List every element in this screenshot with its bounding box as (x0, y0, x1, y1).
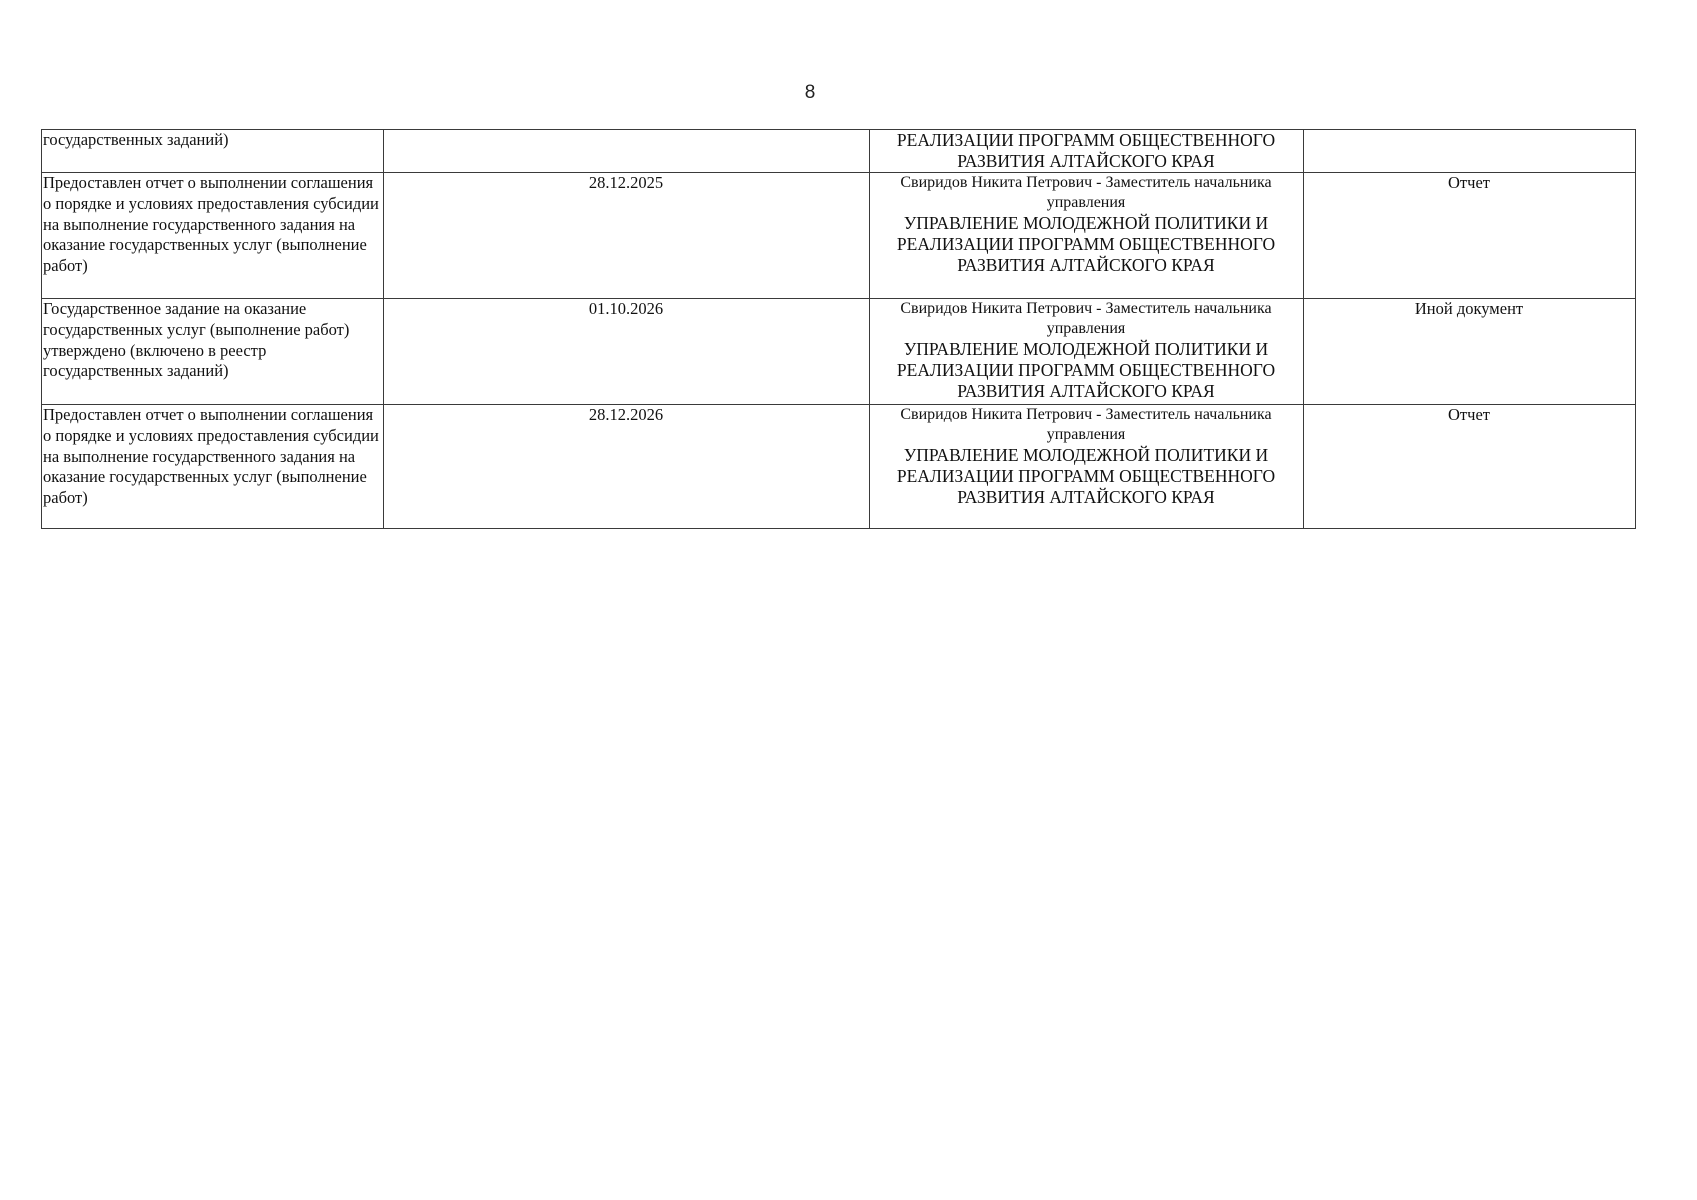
event-cell: Государственное задание на оказание государственных услуг (выполнение работ) утверждено (включено в реестр государственных заданий) (42, 299, 384, 405)
responsible-organization: УПРАВЛЕНИЕ МОЛОДЕЖНОЙ ПОЛИТИКИ И РЕАЛИЗАЦИИ ПРОГРАММ ОБЩЕСТВЕННОГО РАЗВИТИЯ АЛТАЙСКОГО КРАЯ (896, 445, 1276, 507)
responsible-cell (870, 299, 1304, 405)
responsible-organization: РЕАЛИЗАЦИИ ПРОГРАММ ОБЩЕСТВЕННОГО РАЗВИТИЯ АЛТАЙСКОГО КРАЯ (896, 130, 1276, 171)
responsible-person: Свиридов Никита Петрович - Заместитель начальника управления (900, 300, 1272, 337)
event-cell: Предоставлен отчет о выполнении соглашения о порядке и условиях предоставления субсидии на выполнение государственного задания на оказание государственных услуг (выполнение работ) (42, 405, 384, 529)
responsible-cell (870, 130, 1304, 173)
responsible-person: Свиридов Никита Петрович - Заместитель начальника управления (900, 406, 1272, 443)
control-points-table (41, 129, 1636, 529)
document-type-cell: Иной документ (1304, 299, 1636, 405)
date-cell: 01.10.2026 (384, 299, 870, 405)
responsible-cell (870, 173, 1304, 299)
date-cell: 28.12.2025 (384, 173, 870, 299)
table-row (42, 130, 1636, 173)
table-row (42, 405, 1636, 529)
event-cell: Предоставлен отчет о выполнении соглашения о порядке и условиях предоставления субсидии на выполнение государственного задания на оказание государственных услуг (выполнение работ) (42, 173, 384, 299)
responsible-organization: УПРАВЛЕНИЕ МОЛОДЕЖНОЙ ПОЛИТИКИ И РЕАЛИЗАЦИИ ПРОГРАММ ОБЩЕСТВЕННОГО РАЗВИТИЯ АЛТАЙСКОГО КРАЯ (896, 339, 1276, 401)
responsible-organization: УПРАВЛЕНИЕ МОЛОДЕЖНОЙ ПОЛИТИКИ И РЕАЛИЗАЦИИ ПРОГРАММ ОБЩЕСТВЕННОГО РАЗВИТИЯ АЛТАЙСКОГО КРАЯ (896, 213, 1276, 275)
date-cell (384, 130, 870, 173)
table-row (42, 299, 1636, 405)
date-cell: 28.12.2026 (384, 405, 870, 529)
responsible-cell (870, 405, 1304, 529)
table-row (42, 173, 1636, 299)
document-type-cell: Отчет (1304, 173, 1636, 299)
event-cell: государственных заданий) (42, 130, 384, 173)
document-type-cell: Отчет (1304, 405, 1636, 529)
document-type-cell (1304, 130, 1636, 173)
responsible-person: Свиридов Никита Петрович - Заместитель начальника управления (900, 174, 1272, 211)
page-number: 8 (804, 82, 816, 103)
